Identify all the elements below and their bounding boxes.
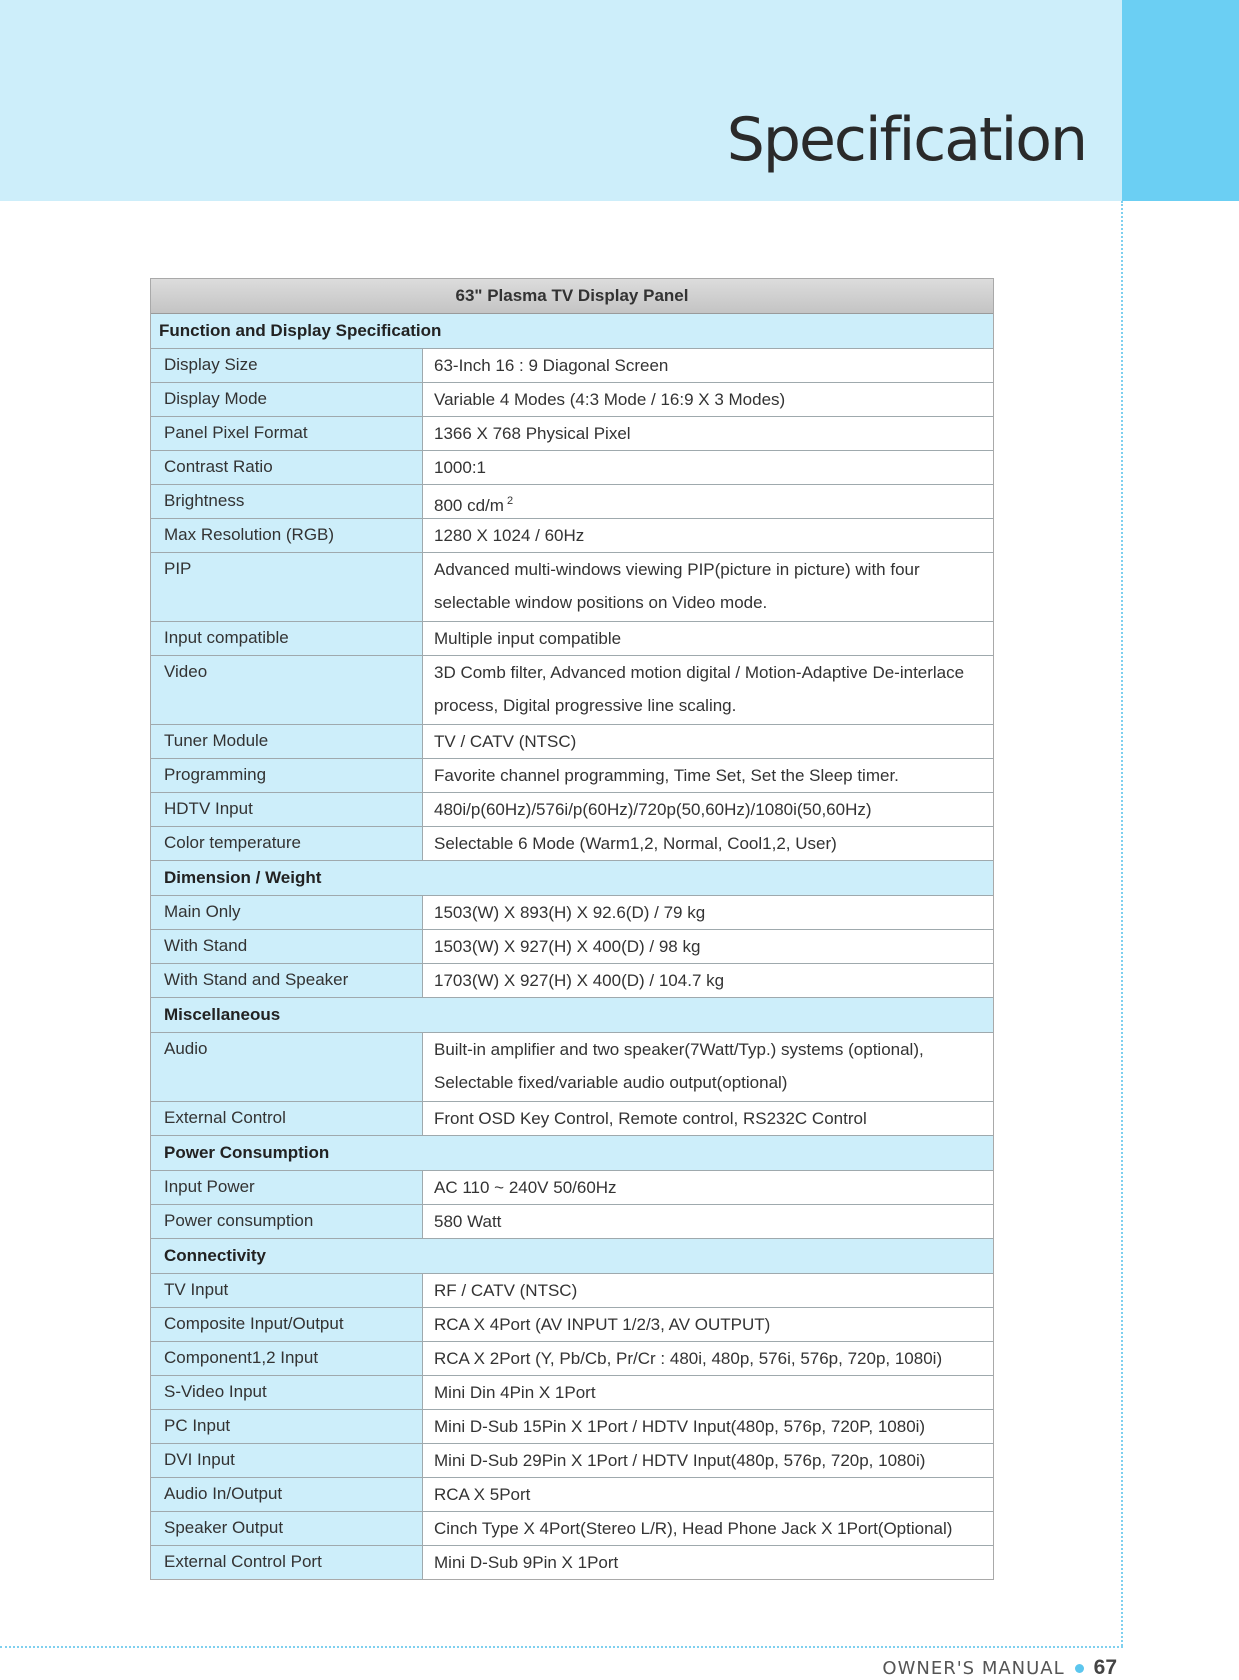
spec-label: Main Only — [151, 896, 423, 929]
spec-label: Power consumption — [151, 1205, 423, 1238]
spec-row — [151, 1205, 993, 1239]
margin-guide-horizontal — [0, 1646, 1123, 1648]
spec-label: TV Input — [151, 1274, 423, 1307]
spec-row — [151, 451, 993, 485]
spec-row — [151, 793, 993, 827]
spec-label: PC Input — [151, 1410, 423, 1443]
section-heading: Miscellaneous — [151, 998, 993, 1033]
spec-value-text-line2: selectable window positions on Video mode. — [434, 593, 768, 612]
spec-value-text: 1503(W) X 927(H) X 400(D) / 98 kg — [434, 937, 701, 956]
spec-value — [423, 759, 993, 792]
spec-value-text: 1703(W) X 927(H) X 400(D) / 104.7 kg — [434, 971, 725, 990]
spec-value-text: Mini Din 4Pin X 1Port — [434, 1383, 596, 1402]
spec-row — [151, 1444, 993, 1478]
spec-label: Display Size — [151, 349, 423, 382]
spec-value-text: AC 110 ~ 240V 50/60Hz — [434, 1178, 617, 1197]
spec-value — [423, 1274, 993, 1307]
spec-value-text: Mini D-Sub 15Pin X 1Port / HDTV Input(480p, 576p, 720P, 1080i) — [434, 1417, 926, 1436]
spec-value — [423, 553, 993, 621]
spec-row — [151, 896, 993, 930]
spec-label: Tuner Module — [151, 725, 423, 758]
spec-label: DVI Input — [151, 1444, 423, 1477]
spec-value — [423, 1410, 993, 1443]
spec-label: HDTV Input — [151, 793, 423, 826]
spec-label: Programming — [151, 759, 423, 792]
spec-value — [423, 827, 993, 860]
page-number: 67 — [1093, 1656, 1117, 1679]
spec-value-text: Built-in amplifier and two speaker(7Watt/Typ.) systems (optional), — [434, 1040, 924, 1059]
spec-value-text: Multiple input compatible — [434, 629, 622, 648]
spec-row — [151, 1478, 993, 1512]
spec-value — [423, 793, 993, 826]
footer-label: OWNER'S MANUAL — [882, 1657, 1065, 1679]
spec-label: External Control Port — [151, 1546, 423, 1579]
spec-row — [151, 1274, 993, 1308]
page-footer — [882, 1657, 1117, 1679]
spec-value-text: 1366 X 768 Physical Pixel — [434, 424, 631, 443]
spec-value-text: Advanced multi-windows viewing PIP(picture in picture) with four — [434, 560, 920, 579]
spec-value-text: 580 Watt — [434, 1212, 502, 1231]
spec-value-text: Front OSD Key Control, Remote control, RS232C Control — [434, 1109, 867, 1128]
spec-label: Panel Pixel Format — [151, 417, 423, 450]
spec-row — [151, 1512, 993, 1546]
spec-value-text: RCA X 5Port — [434, 1485, 531, 1504]
spec-label: Composite Input/Output — [151, 1308, 423, 1341]
spec-value — [423, 519, 993, 552]
bullet-dot-icon — [1075, 1664, 1084, 1673]
spec-value — [423, 930, 993, 963]
spec-value — [423, 451, 993, 484]
page-title: Specification — [726, 105, 1086, 175]
spec-table-body — [151, 314, 993, 1579]
spec-value-text-line2: process, Digital progressive line scaling. — [434, 696, 737, 715]
spec-value-text: RCA X 2Port (Y, Pb/Cb, Pr/Cr : 480i, 480p, 576i, 576p, 720p, 1080i) — [434, 1349, 943, 1368]
spec-value — [423, 964, 993, 997]
spec-label: Input compatible — [151, 622, 423, 655]
spec-row — [151, 349, 993, 383]
header-side-band — [1122, 0, 1239, 201]
section-heading: Connectivity — [151, 1239, 993, 1274]
spec-value-text: Mini D-Sub 29Pin X 1Port / HDTV Input(480p, 576p, 720p, 1080i) — [434, 1451, 926, 1470]
spec-value — [423, 349, 993, 382]
spec-value-text: Cinch Type X 4Port(Stereo L/R), Head Phone Jack X 1Port(Optional) — [434, 1519, 953, 1538]
spec-value-text-line2: Selectable fixed/variable audio output(optional) — [434, 1073, 788, 1092]
spec-value — [423, 1546, 993, 1579]
spec-row — [151, 383, 993, 417]
spec-value-text: Variable 4 Modes (4:3 Mode / 16:9 X 3 Modes) — [434, 390, 786, 409]
spec-label: Audio — [151, 1033, 423, 1101]
spec-row — [151, 1102, 993, 1136]
spec-value — [423, 1376, 993, 1409]
spec-table — [150, 278, 994, 1580]
spec-value — [423, 1478, 993, 1511]
spec-row — [151, 759, 993, 793]
spec-value-text: 3D Comb filter, Advanced motion digital / Motion-Adaptive De-interlace — [434, 663, 965, 682]
spec-value-text: 800 cd/m — [434, 496, 504, 515]
spec-row — [151, 1171, 993, 1205]
spec-row — [151, 1376, 993, 1410]
spec-value — [423, 1512, 993, 1545]
spec-value — [423, 656, 993, 724]
spec-row — [151, 827, 993, 861]
spec-value — [423, 1342, 993, 1375]
spec-value-text: 1280 X 1024 / 60Hz — [434, 526, 585, 545]
spec-value-text: 63-Inch 16 : 9 Diagonal Screen — [434, 356, 669, 375]
spec-value-text: Favorite channel programming, Time Set, Set the Sleep timer. — [434, 766, 899, 785]
spec-row — [151, 964, 993, 998]
spec-row — [151, 1308, 993, 1342]
section-heading: Function and Display Specification — [151, 314, 993, 349]
spec-label: Input Power — [151, 1171, 423, 1204]
section-heading: Power Consumption — [151, 1136, 993, 1171]
spec-value — [423, 1205, 993, 1238]
spec-label: Component1,2 Input — [151, 1342, 423, 1375]
spec-label: With Stand and Speaker — [151, 964, 423, 997]
spec-value — [423, 1171, 993, 1204]
spec-value — [423, 1033, 993, 1101]
spec-table-title: 63" Plasma TV Display Panel — [151, 279, 993, 314]
spec-row — [151, 930, 993, 964]
spec-label: Brightness — [151, 485, 423, 518]
spec-value-text: Mini D-Sub 9Pin X 1Port — [434, 1553, 619, 1572]
spec-value-text: TV / CATV (NTSC) — [434, 732, 577, 751]
spec-value — [423, 622, 993, 655]
spec-row — [151, 622, 993, 656]
spec-value — [423, 1444, 993, 1477]
spec-row — [151, 485, 993, 519]
spec-value — [423, 417, 993, 450]
spec-value-text: Selectable 6 Mode (Warm1,2, Normal, Cool1,2, User) — [434, 834, 837, 853]
spec-value — [423, 896, 993, 929]
spec-row — [151, 519, 993, 553]
spec-row — [151, 725, 993, 759]
spec-value — [423, 383, 993, 416]
spec-row — [151, 1546, 993, 1579]
spec-label: Contrast Ratio — [151, 451, 423, 484]
spec-value-text: RF / CATV (NTSC) — [434, 1281, 578, 1300]
spec-value — [423, 1102, 993, 1135]
spec-label: Speaker Output — [151, 1512, 423, 1545]
spec-row — [151, 656, 993, 725]
spec-label: Video — [151, 656, 423, 724]
spec-label: S-Video Input — [151, 1376, 423, 1409]
spec-label: Display Mode — [151, 383, 423, 416]
spec-label: Audio In/Output — [151, 1478, 423, 1511]
spec-row — [151, 1410, 993, 1444]
section-heading: Dimension / Weight — [151, 861, 993, 896]
spec-label: Color temperature — [151, 827, 423, 860]
spec-value-text: RCA X 4Port (AV INPUT 1/2/3, AV OUTPUT) — [434, 1315, 771, 1334]
spec-label: Max Resolution (RGB) — [151, 519, 423, 552]
spec-label: PIP — [151, 553, 423, 621]
spec-value — [423, 485, 993, 518]
superscript: 2 — [506, 495, 514, 507]
spec-row — [151, 553, 993, 622]
spec-row — [151, 417, 993, 451]
margin-guide-vertical — [1121, 201, 1123, 1646]
spec-value — [423, 1308, 993, 1341]
spec-value — [423, 725, 993, 758]
spec-label: External Control — [151, 1102, 423, 1135]
spec-value-text: 1000:1 — [434, 458, 486, 477]
spec-value-text: 1503(W) X 893(H) X 92.6(D) / 79 kg — [434, 903, 706, 922]
spec-value-text: 480i/p(60Hz)/576i/p(60Hz)/720p(50,60Hz)/1080i(50,60Hz) — [434, 800, 872, 819]
spec-row — [151, 1033, 993, 1102]
spec-label: With Stand — [151, 930, 423, 963]
spec-row — [151, 1342, 993, 1376]
